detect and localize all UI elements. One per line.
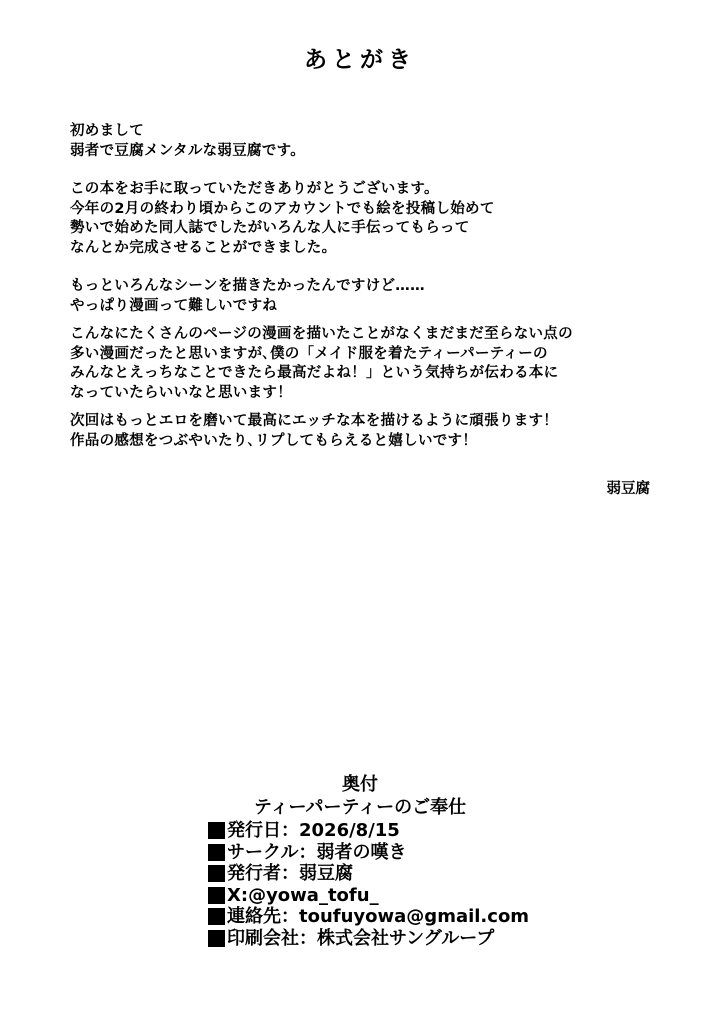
colophon-row-text: 発行日：2026/8/15 xyxy=(227,820,400,841)
text-line: こんなにたくさんのページの漫画を描いたことがなくまだまだ至らない点の xyxy=(70,326,573,342)
text-line: 初めまして xyxy=(70,123,144,139)
text-line: もっといろんなシーンを描きたかったんですけど…… xyxy=(70,278,425,294)
paragraph-scenes xyxy=(70,277,670,316)
colophon-book-title: ティーパーティーのご奉仕 xyxy=(253,797,467,818)
text-line: 弱者で豆腐メンタルな弱豆腐です。 xyxy=(70,142,306,159)
colophon-row-publisher xyxy=(208,863,529,885)
square-bullet-icon xyxy=(208,887,225,904)
colophon-heading: 奥付 xyxy=(342,774,378,795)
afterword-body xyxy=(70,122,670,451)
colophon-row-text: X:@yowa_tofu_ xyxy=(227,884,379,906)
text-line: なんとか完成させることができました。 xyxy=(70,239,337,256)
paragraph-reflection xyxy=(70,325,670,403)
text-line: 今年の2月の終わり頃からこのアカウントでも絵を投稿し始めて xyxy=(70,200,495,217)
colophon-row-text: サークル：弱者の嘆き xyxy=(227,841,407,863)
colophon-details xyxy=(208,820,529,949)
colophon-row-circle xyxy=(208,842,529,864)
colophon-row-text: 発行者：弱豆腐 xyxy=(227,863,353,884)
square-bullet-icon xyxy=(208,865,225,882)
page-title: あとがき xyxy=(304,47,416,73)
text-line: やっぱり漫画って難しいですね xyxy=(70,297,278,314)
square-bullet-icon xyxy=(208,822,225,839)
text-line: 次回はもっとエロを磨いて最高にエッチな本を描けるように頑張ります！ xyxy=(70,413,559,429)
square-bullet-icon xyxy=(208,844,225,861)
square-bullet-icon xyxy=(208,930,225,947)
colophon xyxy=(0,773,720,949)
colophon-row-contact xyxy=(208,906,529,928)
colophon-row-text: 連絡先：toufuyowa@gmail.com xyxy=(227,906,530,927)
paragraph-next-time xyxy=(70,412,670,451)
colophon-row-publish-date xyxy=(208,820,529,842)
paragraph-greeting xyxy=(70,122,670,161)
text-line: この本をお手に取っていただきありがとうございます。 xyxy=(70,181,439,197)
text-line: なっていたらいいなと思います！ xyxy=(70,384,292,401)
paragraph-thanks xyxy=(70,180,670,258)
text-line: みんなとえっちなことできたら最高だよね！」という気持ちが伝わる本に xyxy=(70,365,559,381)
colophon-row-x-account xyxy=(208,885,529,907)
author-signature: 弱豆腐 xyxy=(606,481,650,497)
square-bullet-icon xyxy=(208,908,225,925)
text-line: 勢いで始めた同人誌でしたがいろんな人に手伝ってもらって xyxy=(70,220,470,236)
text-line: 多い漫画だったと思いますが､僕の「メイド服を着たティーパーティーの xyxy=(70,345,548,362)
colophon-row-text: 印刷会社：株式会社サングループ xyxy=(227,927,495,949)
colophon-row-printer xyxy=(208,928,529,950)
text-line: 作品の感想をつぶやいたり､リプしてもらえると嬉しいです！ xyxy=(70,432,478,449)
